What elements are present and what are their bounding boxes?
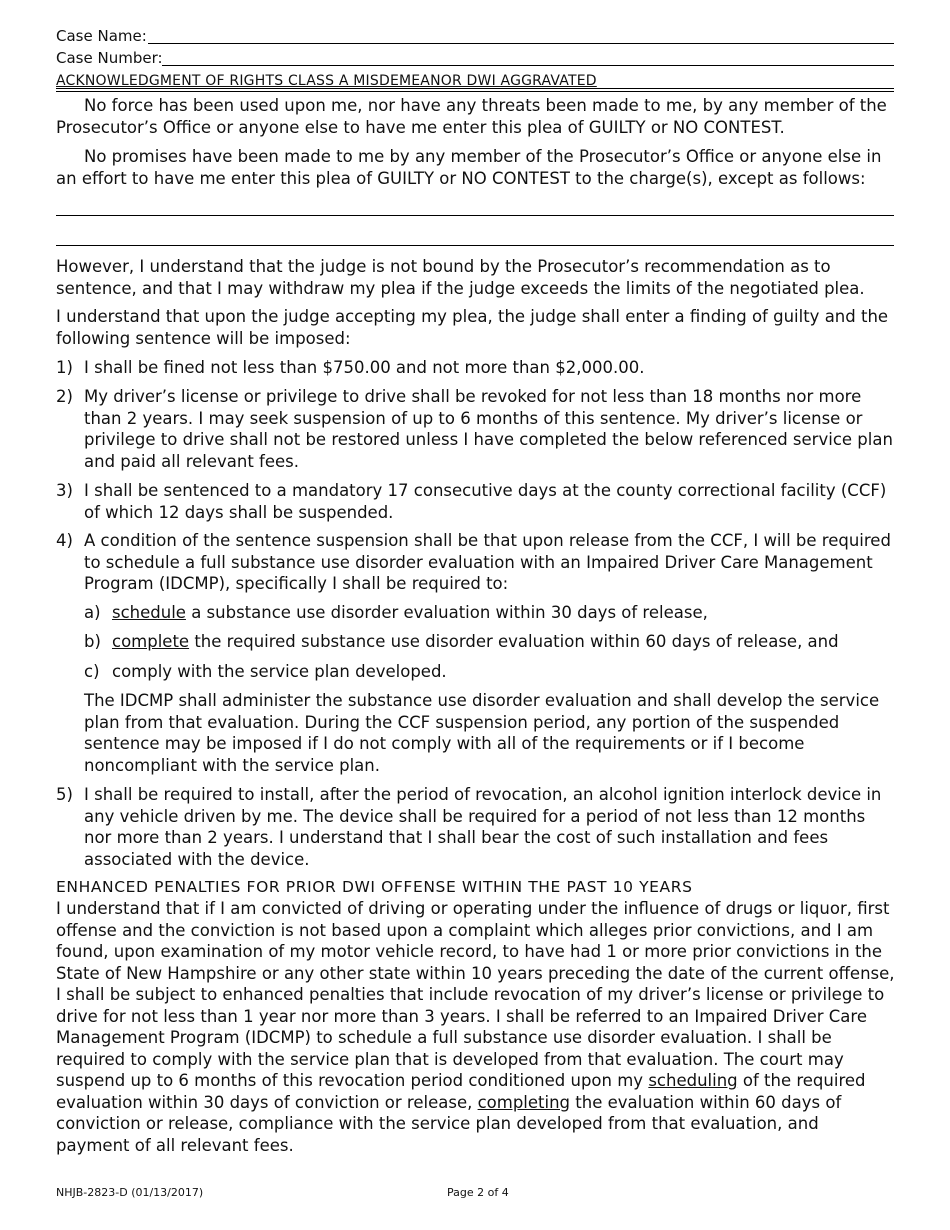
- form-title: ACKNOWLEDGMENT OF RIGHTS CLASS A MISDEMEANOR DWI AGGRAVATED: [56, 73, 597, 89]
- title-divider-double: [56, 91, 894, 92]
- item-number: 4): [56, 531, 73, 550]
- sub-item-letter: b): [84, 632, 101, 651]
- exceptions-line-1[interactable]: [56, 215, 894, 216]
- title-divider: [56, 88, 894, 89]
- item-text: I shall be required to install, after the period of revocation, an alcohol ignition interlock device in any vehicle driven by me. The device shall be required for a period of not less than 12 months nor more than 2 years. I understand that I shall bear the cost of such installation and fees associated with the device.: [84, 785, 882, 869]
- case-number-label: Case Number:: [56, 49, 163, 67]
- item-text: I shall be sentenced to a mandatory 17 consecutive days at the county correctional facility (CCF) of which 12 days shall be suspended.: [84, 481, 887, 522]
- list-item: [56, 480, 896, 523]
- item-text: I shall be fined not less than $750.00 and not more than $2,000.00.: [84, 358, 645, 377]
- sub-list-item: [56, 661, 896, 683]
- paragraph-however: However, I understand that the judge is not bound by the Prosecutor’s recommendation as to sentence, and that I may withdraw my plea if the judge exceeds the limits of the negotiated plea.: [56, 257, 865, 298]
- item-number: 5): [56, 785, 73, 804]
- sub-list-item: [56, 631, 896, 653]
- sub-item-text: a substance use disorder evaluation within 30 days of release,: [185, 603, 708, 622]
- case-number-field[interactable]: [162, 65, 894, 66]
- item-number: 3): [56, 481, 73, 500]
- form-id: NHJB-2823-D (01/13/2017): [56, 1186, 204, 1199]
- sub-item-emphasis: schedule: [112, 603, 186, 622]
- sub-item-letter: c): [84, 662, 100, 681]
- list-item: [56, 784, 896, 870]
- sub-list-item: [56, 602, 896, 624]
- list-item: [56, 530, 896, 595]
- sub-item-emphasis: complete: [112, 632, 190, 651]
- page-number: Page 2 of 4: [447, 1186, 509, 1199]
- sub-item-text: the required substance use disorder evaluation within 60 days of release, and: [189, 632, 839, 651]
- paragraph-enhanced-penalties: [56, 898, 896, 1156]
- enhanced-text-part-2: of the required evaluation within 30 days of conviction or release,: [56, 1071, 866, 1112]
- exceptions-line-2[interactable]: [56, 245, 894, 246]
- list-item: [56, 386, 896, 472]
- paragraph-no-force: No force has been used upon me, nor have any threats been made to me, by any member of the Prosecutor’s Office or anyone else to have me enter this plea of GUILTY or NO CONTEST.: [56, 96, 887, 137]
- sub-item-letter: a): [84, 603, 101, 622]
- paragraph-no-promises: No promises have been made to me by any member of the Prosecutor’s Office or anyone else in an effort to have me enter this plea of GUILTY or NO CONTEST to the charge(s), except as follows:: [56, 147, 882, 188]
- item-number: 2): [56, 387, 73, 406]
- item-text: My driver’s license or privilege to drive shall be revoked for not less than 18 months nor more than 2 years. I may seek suspension of up to 6 months of this sentence. My driver’s license or privilege to drive shall not be restored unless I have completed the below referenced service plan and paid all relevant fees.: [84, 387, 893, 471]
- paragraph-sentence-intro: I understand that upon the judge accepting my plea, the judge shall enter a finding of guilty and the following sentence will be imposed:: [56, 307, 889, 348]
- item-text: A condition of the sentence suspension shall be that upon release from the CCF, I will be required to schedule a full substance use disorder evaluation with an Impaired Driver Care Management Program (IDCMP), specifically I shall be required to:: [84, 531, 891, 593]
- paragraph-idcmp: [56, 690, 896, 776]
- idcmp-text: The IDCMP shall administer the substance use disorder evaluation and shall develop the service plan from that evaluation. During the CCF suspension period, any portion of the suspended sentence may be imposed if I do not comply with all of the requirements or if I become noncompliant with the service plan.: [84, 691, 880, 775]
- case-name-field[interactable]: [148, 43, 894, 44]
- case-number-row: [56, 48, 894, 68]
- item-number: 1): [56, 358, 73, 377]
- enhanced-emphasis-completing: completing: [477, 1092, 571, 1112]
- section-heading-enhanced-penalties: ENHANCED PENALTIES FOR PRIOR DWI OFFENSE WITHIN THE PAST 10 YEARS: [56, 878, 693, 896]
- sub-item-text: comply with the service plan developed.: [112, 662, 447, 681]
- enhanced-text-part-1: I understand that if I am convicted of driving or operating under the influence of drugs or liquor, first offense and the conviction is not based upon a complaint which alleges prior convictions, and I am found, upon examination of my motor vehicle record, to have had 1 or more prior convictions in the State of New Hampshire or any other state within 10 years preceding the date of the current offense, I shall be subject to enhanced penalties that include revocation of my driver’s license or privilege to drive for not less than 1 year nor more than 3 years. I shall be referred to an Impaired Driver Care Management Program (IDCMP) to schedule a full substance use disorder evaluation. I shall be required to comply with the service plan that is developed from that evaluation. The court may suspend up to 6 months of this revocation period conditioned upon my: [56, 899, 895, 1090]
- list-item: [56, 357, 896, 379]
- case-name-label: Case Name:: [56, 27, 147, 45]
- enhanced-emphasis-scheduling: scheduling: [648, 1071, 738, 1090]
- enhanced-text-part-3: the evaluation within 60 days of conviction or release, compliance with the service plan developed from that evaluation, and payment of all relevant fees.: [56, 1092, 842, 1155]
- case-name-row: [56, 26, 894, 46]
